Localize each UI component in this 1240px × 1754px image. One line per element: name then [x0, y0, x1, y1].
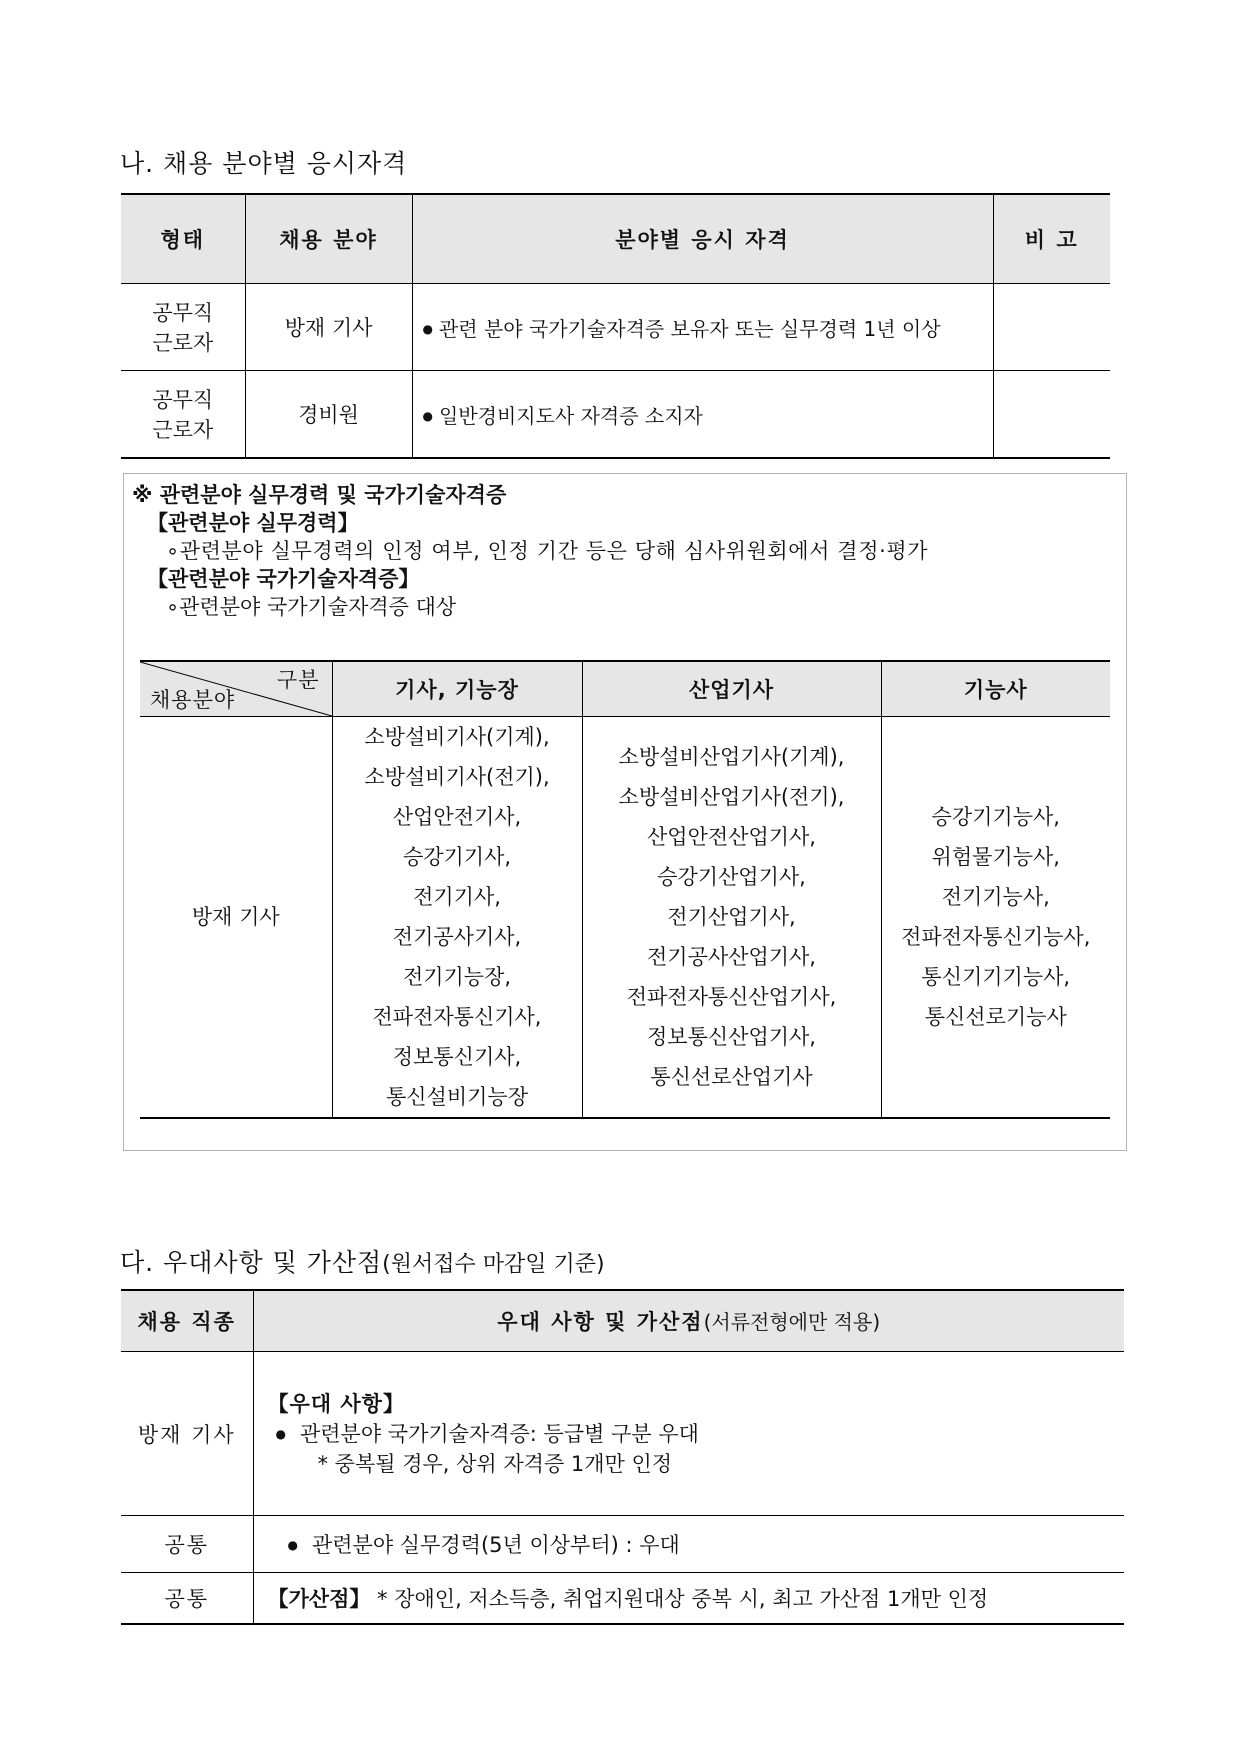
cell-category: 공통	[121, 1573, 253, 1625]
cell-industrial-list	[582, 717, 881, 1119]
certificate-item: 소방설비산업기사(전기),	[618, 785, 845, 809]
cell-bonus: 【가산점】 * 장애인, 저소득층, 취업지원대상 중복 시, 최고 가산점 1개만 인정	[253, 1573, 1124, 1625]
certificate-item: 전기기능사,	[941, 885, 1050, 909]
certificate-item: 전기기능장,	[402, 965, 512, 989]
cell-category: 방재 기사	[121, 1352, 253, 1516]
certificate-item: 소방설비기사(기계),	[364, 725, 550, 749]
cell-preference: 【우대 사항】 ● 관련분야 국가기술자격증: 등급별 구분 우대 * 중복될 경우, 상위 자격증 1개만 인정	[253, 1352, 1124, 1516]
certificate-item: 전기기사,	[413, 885, 501, 909]
certificate-item: 전기공사산업기사,	[647, 945, 816, 969]
cell-qualification: ● 관련 분야 국가기술자격증 보유자 또는 실무경력 1년 이상	[412, 284, 993, 371]
table-row	[121, 1573, 1124, 1625]
header-engineer: 기사, 기능장	[332, 661, 582, 717]
diagonal-header-cell	[140, 661, 332, 717]
note-title: ※ 관련분야 실무경력 및 국가기술자격증	[132, 483, 507, 507]
experience-text: ∘관련분야 실무경력의 인정 여부, 인정 기간 등은 당해 심사위원회에서 결정·평가	[166, 539, 929, 563]
header-industrial: 산업기사	[582, 661, 881, 717]
certificate-item: 소방설비기사(전기),	[364, 765, 550, 789]
header-qualification: 분야별 응시 자격	[412, 194, 993, 284]
certificate-item: 통신선로산업기사	[650, 1065, 813, 1089]
certificate-item: 통신선로기능사	[924, 1005, 1067, 1029]
table-row	[121, 371, 1110, 459]
bullet-icon	[288, 1533, 312, 1557]
bullet-icon	[423, 317, 439, 341]
corner-top-label: 구분	[276, 668, 320, 692]
certificate-item: 정보통신산업기사,	[647, 1025, 816, 1049]
certificate-item: 통신설비기능장	[385, 1085, 528, 1109]
cell-preference: ● 관련분야 실무경력(5년 이상부터) : 우대	[253, 1516, 1124, 1573]
certificate-item: 전파전자통신기능사,	[901, 925, 1091, 949]
certificate-item: 산업안전기사,	[392, 805, 522, 829]
qualification-table	[121, 193, 1110, 459]
note-box	[123, 473, 1127, 1151]
certificate-item: 통신기기기능사,	[921, 965, 1071, 989]
cell-field: 방재 기사	[245, 284, 412, 371]
bullet-icon	[276, 1422, 300, 1446]
table-row	[121, 284, 1110, 371]
table-header-row	[121, 1290, 1124, 1352]
certificate-table	[140, 660, 1110, 1119]
cert-heading: 【관련분야 국가기술자격증】	[147, 567, 420, 591]
cell-type: 공무직 근로자	[121, 284, 245, 371]
cell-craftsman-list	[881, 717, 1110, 1119]
cert-text: ∘관련분야 국가기술자격증 대상	[166, 595, 457, 619]
cell-note	[993, 284, 1110, 371]
header-type: 형태	[121, 194, 245, 284]
certificate-item: 승강기기사,	[402, 845, 512, 869]
bullet-icon	[423, 404, 439, 428]
certificate-item: 승강기기능사,	[931, 805, 1060, 829]
preference-table	[121, 1289, 1124, 1625]
header-job: 채용 직종	[121, 1290, 253, 1352]
cell-qualification: ● 일반경비지도사 자격증 소지자	[412, 371, 993, 459]
certificate-item: 산업안전산업기사,	[647, 825, 816, 849]
table-row	[140, 717, 1110, 1119]
certificate-item: 전기산업기사,	[667, 905, 796, 929]
header-field: 채용 분야	[245, 194, 412, 284]
experience-heading: 【관련분야 실무경력】	[147, 511, 359, 535]
cell-note	[993, 371, 1110, 459]
certificate-item: 정보통신기사,	[392, 1045, 522, 1069]
section-title-preferences: 다. 우대사항 및 가산점(원서접수 마감일 기준)	[120, 1248, 605, 1277]
table-row	[121, 1516, 1124, 1573]
certificate-item: 전기공사기사,	[392, 925, 522, 949]
cell-type: 공무직 근로자	[121, 371, 245, 459]
certificate-item: 위험물기능사,	[931, 845, 1060, 869]
certificate-item: 전파전자통신기사,	[372, 1005, 542, 1029]
corner-bottom-label: 채용분야	[150, 688, 236, 712]
row-label: 방재 기사	[140, 717, 332, 1119]
section-title-qualifications: 나. 채용 분야별 응시자격	[120, 149, 408, 178]
certificate-item: 승강기산업기사,	[657, 865, 806, 889]
header-craftsman: 기능사	[881, 661, 1110, 717]
header-note: 비 고	[993, 194, 1110, 284]
cell-field: 경비원	[245, 371, 412, 459]
certificate-item: 전파전자통신산업기사,	[626, 985, 837, 1009]
cell-engineer-list	[332, 717, 582, 1119]
table-row	[121, 1352, 1124, 1516]
cell-category: 공통	[121, 1516, 253, 1573]
table-header-row	[121, 194, 1110, 284]
header-preference: 우대 사항 및 가산점(서류전형에만 적용)	[253, 1290, 1124, 1352]
table-header-row	[140, 661, 1110, 717]
certificate-item: 소방설비산업기사(기계),	[618, 745, 845, 769]
